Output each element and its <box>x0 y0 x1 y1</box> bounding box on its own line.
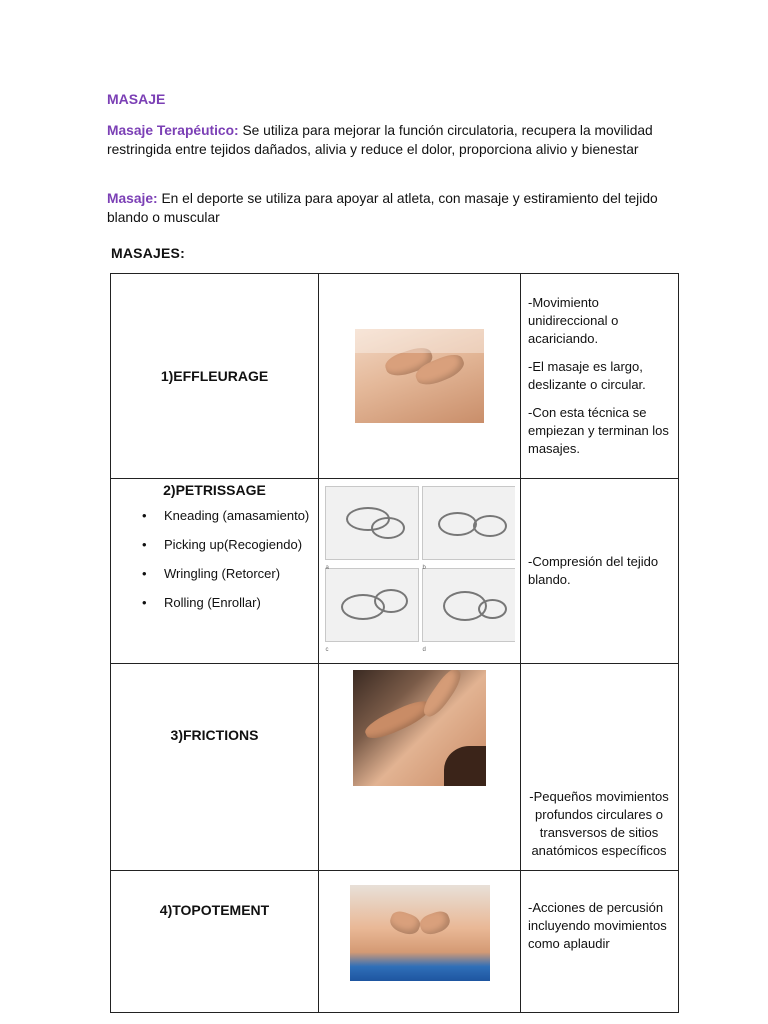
technique-image-cell <box>319 664 521 871</box>
technique-name-cell <box>111 274 319 479</box>
technique-name-cell <box>111 664 319 871</box>
table-row <box>111 664 679 871</box>
description-line: -Compresión del tejido blando. <box>528 554 659 587</box>
list-item: • Kneading (amasamiento) <box>142 508 310 523</box>
technique-name: 1)EFFLEURAGE <box>160 368 269 384</box>
section-heading: MASAJES: <box>111 245 185 261</box>
technique-description-cell <box>521 664 679 871</box>
massage-techniques-table <box>110 273 679 1013</box>
technique-name: 3)FRICTIONS <box>170 727 259 743</box>
list-item: • Wringling (Retorcer) <box>142 566 281 581</box>
technique-name-cell <box>111 479 319 664</box>
sketch-caption: c <box>325 647 329 653</box>
paragraph-lead: Masaje: <box>107 191 158 206</box>
technique-description-cell <box>521 871 679 1013</box>
paragraph-text: Se utiliza para mejorar la función circulatoria, recupera la movilidad restringida entre tejidos dañados, alivia y reduce el dolor, proporciona alivio y bienestar <box>107 123 653 157</box>
technique-description-cell <box>521 479 679 664</box>
document-title: MASAJE <box>107 91 166 107</box>
table-row <box>111 479 679 664</box>
description-line: -Movimiento unidireccional o acariciando. <box>528 295 619 346</box>
paragraph-text: En el deporte se utiliza para apoyar al atleta, con masaje y estiramiento del tejido blando o muscular <box>107 191 658 225</box>
description-line: -Acciones de percusión incluyendo movimientos como aplaudir <box>528 900 667 951</box>
technique-name: 2)PETRISSAGE <box>163 482 266 498</box>
description-line: -El masaje es largo, deslizante o circular. <box>528 359 646 392</box>
paragraph-therapeutic-massage <box>107 121 667 159</box>
sketch-caption: b <box>422 565 426 571</box>
sketch-caption: d <box>422 647 426 653</box>
petrissage-sketches-icon <box>325 486 515 656</box>
description-line: -Pequeños movimientos profundos circulares o transversos de sitios anatómicos específicos <box>529 789 669 858</box>
technique-image-cell <box>319 274 521 479</box>
sketch-caption: a <box>325 565 329 571</box>
effleurage-photo-icon <box>355 329 484 423</box>
table-row <box>111 274 679 479</box>
paragraph-sports-massage <box>107 189 667 227</box>
petrissage-subtypes-list <box>111 507 318 612</box>
frictions-photo-icon <box>353 670 486 786</box>
list-item: • Picking up(Recogiendo) <box>142 537 303 552</box>
paragraph-lead: Masaje Terapéutico: <box>107 123 239 138</box>
technique-name-cell <box>111 871 319 1013</box>
technique-description-cell <box>521 274 679 479</box>
technique-name: 4)TOPOTEMENT <box>159 902 270 918</box>
table-row <box>111 871 679 1013</box>
technique-image-cell <box>319 871 521 1013</box>
tapotement-photo-icon <box>350 885 490 981</box>
technique-image-cell <box>319 479 521 664</box>
description-line: -Con esta técnica se empiezan y terminan los masajes. <box>528 405 669 456</box>
list-item: • Rolling (Enrollar) <box>142 595 261 610</box>
